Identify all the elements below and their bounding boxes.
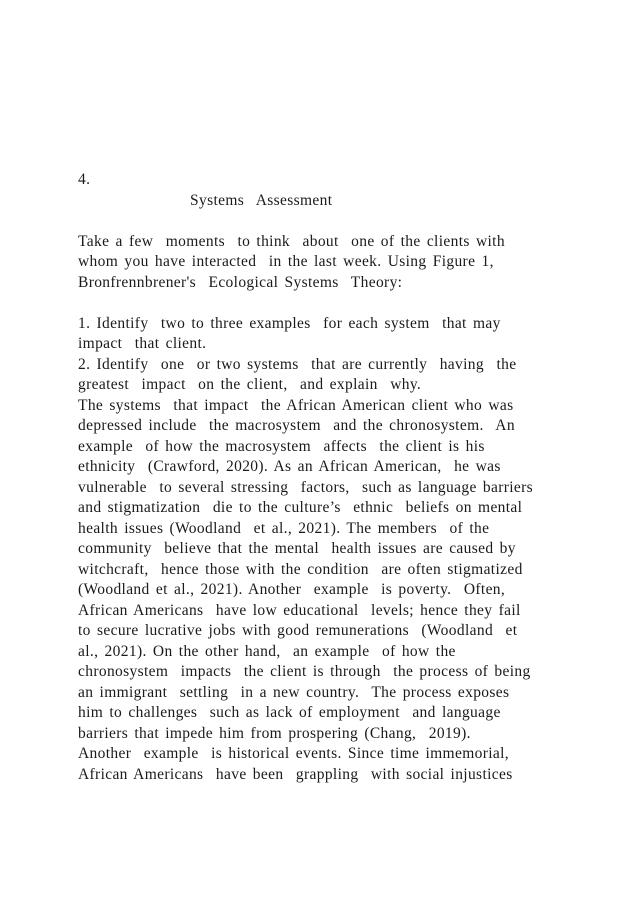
body-line: an immigrant settling in a new country. The process exposes: [78, 683, 510, 701]
body-line: and stigmatization die to the culture’s ethnic beliefs on mental: [78, 499, 523, 516]
body-line: 1. Identify two to three examples for each system that may: [78, 314, 501, 332]
intro-line: whom you have interacted in the last week. Using Figure 1,: [78, 253, 494, 270]
body-line: example of how the macrosystem affects the client is his: [78, 437, 485, 455]
blank-line: [78, 293, 578, 314]
body-line: barriers that impede him from prospering (Chang, 2019).: [78, 724, 471, 742]
body-line: to secure lucrative jobs with good remunerations (Woodland et: [78, 622, 518, 639]
body-line: community believe that the mental health issues are caused by: [78, 540, 516, 557]
body-line: (Woodland et al., 2021). Another example is poverty. Often,: [78, 581, 506, 598]
body-line: The systems that impact the African American client who was: [78, 396, 514, 414]
blank-line: [78, 211, 578, 232]
body-line: African Americans have low educational levels; hence they fail: [78, 601, 521, 619]
body-line: Another example is historical events. Since time immemorial,: [78, 745, 509, 762]
intro-line: Bronfrennbrener's Ecological Systems Theory:: [78, 273, 403, 291]
body-line: chronosystem impacts the client is through the process of being: [78, 663, 531, 680]
body-line: 2. Identify one or two systems that are currently having the: [78, 355, 517, 373]
section-number: 4.: [78, 171, 91, 188]
body-line: African Americans have been grappling with social injustices: [78, 765, 513, 783]
body-line: al., 2021). On the other hand, an example of how the: [78, 642, 456, 660]
body-line: depressed include the macrosystem and the chronosystem. An: [78, 417, 515, 434]
body-line: greatest impact on the client, and explain why.: [78, 376, 422, 393]
body-line: witchcraft, hence those with the condition are often stigmatized: [78, 560, 523, 578]
document-text: [78, 170, 578, 785]
body-line: him to challenges such as lack of employment and language: [78, 704, 501, 721]
body-line: ethnicity (Crawford, 2020). As an African American, he was: [78, 458, 501, 475]
intro-line: Take a few moments to think about one of the clients with: [78, 232, 505, 250]
body-line: vulnerable to several stressing factors, such as language barriers: [78, 478, 534, 496]
body-line: health issues (Woodland et al., 2021). The members of the: [78, 519, 490, 537]
body-line: impact that client.: [78, 335, 207, 352]
section-title: Systems Assessment: [190, 191, 333, 209]
